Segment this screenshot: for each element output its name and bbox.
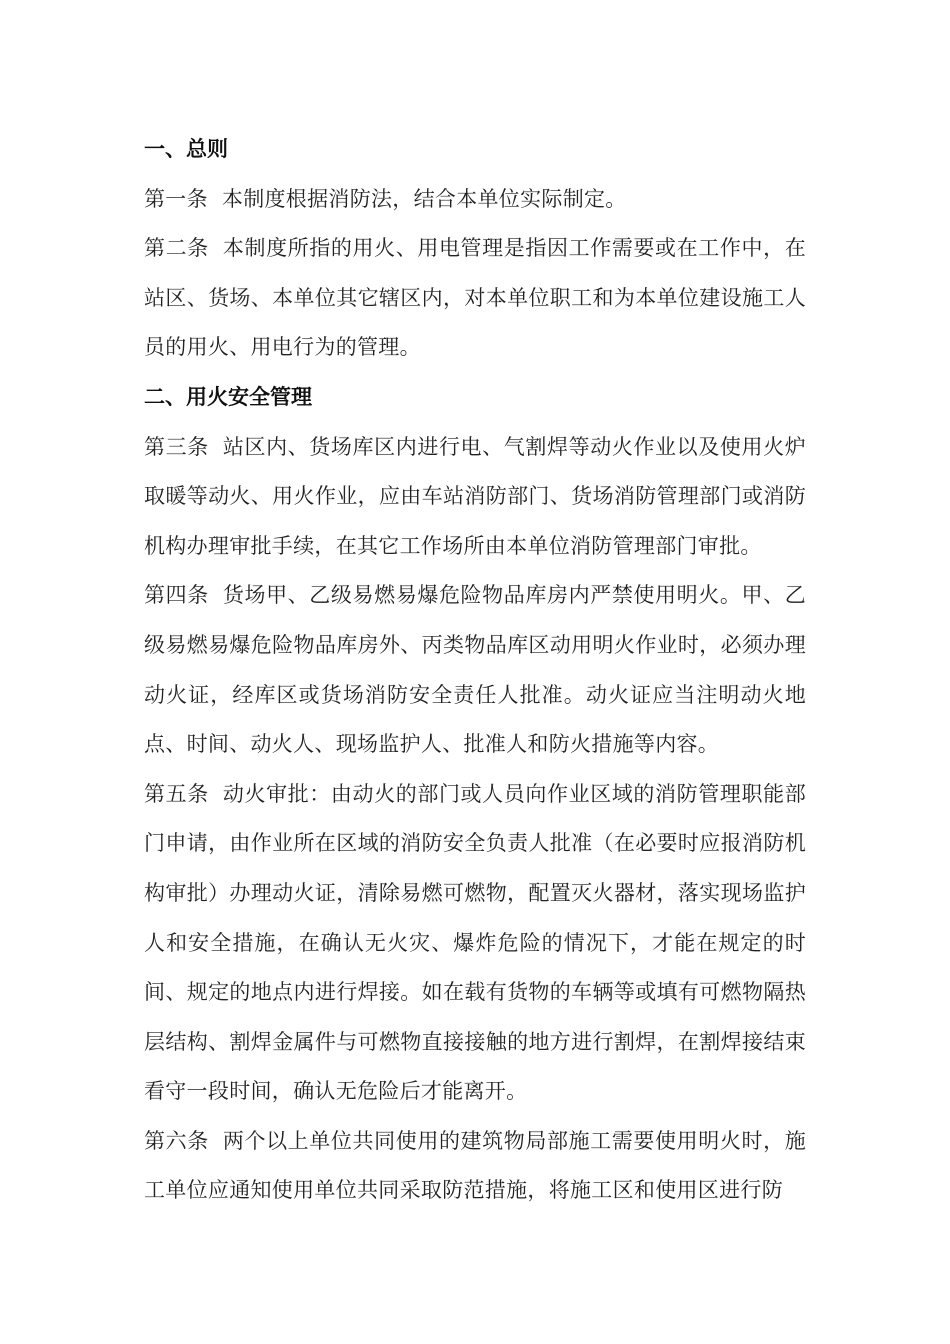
article-4 <box>144 571 806 769</box>
article-text: 站区内、货场库区内进行电、气割焊等动火作业以及使用火炉取暖等动火、用火作业，应由车站消防部门、货场消防管理部门或消防机构办理审批手续，在其它工作场所由本单位消防管理部门审批。 <box>144 434 806 558</box>
article-6 <box>144 1117 806 1216</box>
article-number: 第三条 <box>144 434 209 459</box>
article-2 <box>144 224 806 373</box>
article-number: 第四条 <box>144 583 209 608</box>
section-heading-fire-use: 二、用火安全管理 <box>144 384 312 409</box>
article-text: 两个以上单位共同使用的建筑物局部施工需要使用明火时，施工单位应通知使用单位共同采取防范措施，将施工区和使用区进行防 <box>144 1128 806 1203</box>
article-text: 本制度所指的用火、用电管理是指因工作需要或在工作中，在站区、货场、本单位其它辖区内，对本单位职工和为本单位建设施工人员的用火、用电行为的管理。 <box>144 236 806 360</box>
article-text: 货场甲、乙级易燃易爆危险物品库房内严禁使用明火。甲、乙级易燃易爆危险物品库房外、丙类物品库区动用明火作业时，必须办理动火证，经库区或货场消防安全责任人批准。动火证应当注明动火地点、时间、动火人、现场监护人、批准人和防火措施等内容。 <box>144 583 806 757</box>
section-heading-general: 一、总则 <box>144 137 228 161</box>
article-number: 第六条 <box>144 1128 209 1153</box>
article-text: 动火审批：由动火的部门或人员向作业区域的消防管理职能部门申请，由作业所在区域的消防安全负责人批准（在必要时应报消防机构审批）办理动火证，清除易燃可燃物，配置灭火器材，落实现场监护人和安全措施，在确认无火灾、爆炸危险的情况下，才能在规定的时间、规定的地点内进行焊接。如在载有货物的车辆等或填有可燃物隔热层结构、割焊金属件与可燃物直接接触的地方进行割焊，在割焊接结束看守一段时间，确认无危险后才能离开。 <box>144 781 806 1104</box>
article-number: 第二条 <box>144 236 209 261</box>
article-5 <box>144 770 806 1117</box>
article-text: 本制度根据消防法，结合本单位实际制定。 <box>221 186 627 211</box>
article-number: 第一条 <box>144 186 208 211</box>
article-1 <box>144 175 806 225</box>
article-number: 第五条 <box>144 781 209 806</box>
article-3 <box>144 423 806 572</box>
document-body <box>144 125 806 1216</box>
